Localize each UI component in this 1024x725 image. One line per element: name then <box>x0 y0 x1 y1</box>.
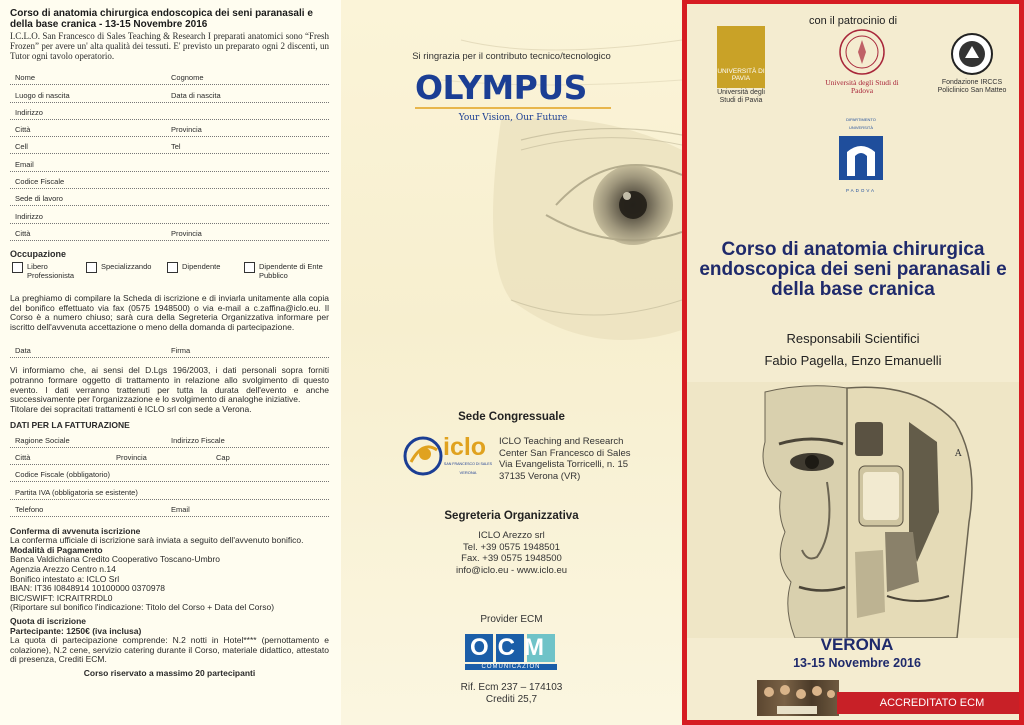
course-title: Corso di anatomia chirurgica endoscopica dei seni paranasali e della base cranica <box>699 239 1007 300</box>
field-label: Cap <box>216 452 230 462</box>
form-row[interactable] <box>10 224 329 241</box>
confirmation-title: Conferma di avvenuta iscrizione <box>10 525 141 536</box>
form-row[interactable] <box>10 154 329 171</box>
iclo-city: VERONA <box>459 470 477 475</box>
address-line: Center San Francesco di Sales <box>499 447 631 459</box>
request-text: La preghiamo di compilare la Scheda di iscrizione e di inviarla unitamente alla copia del bonifico effettuato via fax (0575 1948500) o via e-mail a c.zaffina@iclo.eu. Il Corso è a numero chiuso; sarà cura della Segreteria Organizzativa informare per iscritto dell'avvenuta accettazione o meno della domanda di partecipazione. <box>10 292 329 332</box>
field-label: Luogo di nascita <box>15 90 70 100</box>
contact-link[interactable]: info@iclo.eu - www.iclo.eu <box>455 564 568 576</box>
address-line: 37135 Verona (VR) <box>499 470 581 482</box>
department-logo-bottom: PADOVA <box>845 188 877 193</box>
padova-department-logo <box>836 116 886 195</box>
form-row[interactable] <box>10 103 329 120</box>
form-row[interactable] <box>10 482 329 499</box>
bank-line: (Riportare sul bonifico l'indicazione: Titolo del Corso + Data del Corso) <box>10 602 275 613</box>
payment-title: Modalità di Pagamento <box>10 545 103 556</box>
field-label: Provincia <box>171 125 202 135</box>
field-label: Città <box>15 228 31 238</box>
group-painting-image <box>757 680 839 716</box>
field-label: Provincia <box>171 228 202 238</box>
iclo-logo <box>403 432 495 484</box>
venue-title: Sede Congressuale <box>458 411 565 423</box>
olympus-wordmark: OLYMPUS <box>415 68 587 107</box>
billing-fields <box>10 430 329 516</box>
form-row[interactable] <box>10 120 329 137</box>
course-city: VERONA <box>820 635 894 654</box>
painting-figures <box>757 680 839 716</box>
pavia-logo-text: UNIVERSITÀ DI PAVIA <box>717 68 765 82</box>
option-label: Libero Professionista <box>27 261 75 280</box>
ecm-reference <box>341 682 682 705</box>
bank-details <box>10 555 329 613</box>
occupation-option-libero[interactable] <box>12 262 87 280</box>
occupation-options <box>10 262 329 292</box>
occupation-option-specializzando[interactable] <box>86 262 151 273</box>
san-matteo-logo <box>933 32 1011 95</box>
form-row[interactable] <box>10 137 329 154</box>
registration-form-panel <box>0 0 341 725</box>
field-label: Città <box>15 452 31 462</box>
scientific-leads-names: Fabio Pagella, Enzo Emanuelli <box>764 353 942 368</box>
address-line: ICLO Teaching and Research <box>499 436 624 447</box>
fee-title: Quota di iscrizione <box>10 615 87 626</box>
occupation-option-dipendente[interactable] <box>167 262 220 273</box>
field-label: Email <box>15 159 34 169</box>
secretariat-title: Segreteria Organizzativa <box>444 510 579 522</box>
ecm-accredited-badge: ACCREDITATO ECM <box>837 692 1019 714</box>
form-row[interactable] <box>10 500 329 517</box>
contact-line: Fax. +39 0575 1948500 <box>461 553 562 564</box>
cover-inner <box>687 4 1019 720</box>
checkbox[interactable] <box>12 262 23 273</box>
option-label: Dipendente <box>182 261 221 271</box>
olympus-underline <box>415 107 611 109</box>
ocm-logo <box>465 634 557 676</box>
provider-title: Provider ECM <box>480 614 543 625</box>
checkbox[interactable] <box>86 262 97 273</box>
address-line: Via Evangelista Torricelli, n. 15 <box>499 459 629 470</box>
padova-seal-icon <box>838 28 886 76</box>
pavia-label: Università degli Studi di Pavia <box>717 89 765 104</box>
skull-anatomy-illustration <box>687 382 1019 638</box>
sponsors-panel <box>341 0 682 725</box>
contact-line: ICLO Arezzo srl <box>478 530 545 541</box>
date-label: Data <box>15 346 31 356</box>
field-label: Nome <box>15 73 36 83</box>
contact-line: Tel. +39 0575 1948501 <box>463 541 560 553</box>
bank-line: Bonifico intestato a: ICLO Srl <box>10 573 120 584</box>
illustration-letter: A <box>955 449 962 459</box>
olympus-tagline: Your Vision, Our Future <box>458 113 568 123</box>
bank-line: Agenzia Arezzo Centro n.14 <box>10 563 116 574</box>
field-label: Sede di lavoro <box>15 194 63 204</box>
max-participants-note: Corso riservato a massimo 20 partecipanti <box>83 667 256 678</box>
ocm-subtitle: COMUNICAZION <box>465 664 557 670</box>
field-label: Partita IVA (obbligatoria se esistente) <box>15 487 138 497</box>
venue-address <box>499 436 630 482</box>
iclo-subtitle: SAN FRANCESCO DI SALES <box>443 462 493 466</box>
checkbox[interactable] <box>244 262 255 273</box>
occupation-option-ente-pubblico[interactable] <box>244 262 326 280</box>
ecm-ref-line: Rif. Ecm 237 – 174103 <box>460 682 563 693</box>
checkbox[interactable] <box>167 262 178 273</box>
cover-panel <box>682 0 1024 725</box>
form-row[interactable] <box>10 189 329 206</box>
padova-label: Università degli Studi di Padova <box>825 78 899 95</box>
confirmation-text: La conferma ufficiale di iscrizione sarà inviata a seguito dell'avvenuto bonifico. <box>10 534 304 545</box>
privacy-text: Vi informiamo che, ai sensi del D.Lgs 196/2003, i dati personali sopra forniti potranno formare oggetto di trattamento in relazione allo svolgimento di questo evento. I dati verranno trattenuti per tutta la durata dell'evento e anche successivamente per l'organizzazione e lo svolgimento di analoghe iniziative. <box>10 365 329 405</box>
field-label: Cognome <box>171 73 204 83</box>
fee-price: Partecipante: 1250€ (iva inclusa) <box>10 625 142 636</box>
sponsor-thanks: Si ringrazia per il contributo tecnico/tecnologico <box>412 51 611 62</box>
course-dates: 13-15 Novembre 2016 <box>793 656 921 670</box>
field-label: Data di nascita <box>171 90 221 100</box>
option-label: Specializzando <box>101 261 152 271</box>
form-row[interactable] <box>10 68 329 85</box>
bank-line: Banca Valdichiana Credito Cooperativo Toscano-Umbro <box>10 554 220 565</box>
form-row[interactable] <box>10 172 329 189</box>
field-label: Email <box>171 504 190 514</box>
padova-logo <box>819 28 905 95</box>
form-title: Corso di anatomia chirurgica endoscopica dei seni paranasali e della base cranica - 13-15 Novembre 2016 <box>10 8 313 30</box>
signature-label: Firma <box>171 346 191 356</box>
option-label: Dipendente di Ente Pubblico <box>259 261 323 280</box>
field-label: Cell <box>15 142 28 152</box>
field-label: Telefono <box>15 504 44 514</box>
field-label: Provincia <box>116 452 147 462</box>
department-building-icon <box>837 132 885 184</box>
occupation-title: Occupazione <box>10 248 67 259</box>
field-label: Codice Fiscale <box>15 177 65 187</box>
department-logo-top: DIPARTIMENTO UNIVERSITÀ <box>846 117 876 130</box>
bank-line: IBAN: IT36 I0848914 10100000 0370978 <box>10 583 166 594</box>
field-label: Ragione Sociale <box>15 435 70 445</box>
form-row[interactable] <box>10 430 329 447</box>
field-label: Indirizzo Fiscale <box>171 435 225 445</box>
secretariat-contacts <box>341 530 682 576</box>
san-matteo-seal-icon <box>950 32 994 76</box>
pavia-logo <box>715 26 767 105</box>
olympus-logo <box>415 70 611 123</box>
titolare-text: Titolare dei sopracitati trattamenti è ICLO srl con sede a Verona. <box>10 403 252 414</box>
field-label: Indirizzo <box>15 107 43 117</box>
pavia-emblem <box>717 26 765 88</box>
scientific-leads-label: Responsabili Scientifici <box>786 331 920 346</box>
form-row[interactable] <box>10 206 329 223</box>
field-label: Indirizzo <box>15 211 43 221</box>
ecm-credits-line: Crediti 25,7 <box>485 693 538 705</box>
form-row[interactable] <box>10 465 329 482</box>
form-intro: I.C.L.O. San Francesco di Sales Teaching & Research I preparati anatomici sono “Fresh Frozen” per avere un' alta qualità dei tessuti. E' previsto un preparato ogni 2 discenti, un Tutor ogni tavolo operatorio. <box>10 31 329 61</box>
personal-data-fields <box>10 68 329 241</box>
bank-line: BIC/SWIFT: ICRAITRRDL0 <box>10 592 113 603</box>
ocm-wordmark: OCM <box>470 634 553 661</box>
field-label: Città <box>15 125 31 135</box>
field-label: Codice Fiscale (obbligatorio) <box>15 470 111 480</box>
form-row[interactable] <box>10 448 329 465</box>
patronage-label: con il patrocinio di <box>808 15 898 27</box>
san-matteo-label: Fondazione IRCCS Policlinico San Matteo <box>937 79 1007 94</box>
field-label: Tel <box>171 142 181 152</box>
iclo-wordmark: iclo <box>443 433 487 461</box>
date-signature-row[interactable] <box>10 338 329 358</box>
billing-title: DATI PER LA FATTURAZIONE <box>10 420 130 431</box>
form-row[interactable] <box>10 85 329 102</box>
fee-text: La quota di partecipazione comprende: N.2 notti in Hotel**** (pernottamento e colazione), N.2 cene, servizio catering durante il Corso, materiale didattico, attestato di presenza, Crediti ECM. <box>10 634 329 665</box>
